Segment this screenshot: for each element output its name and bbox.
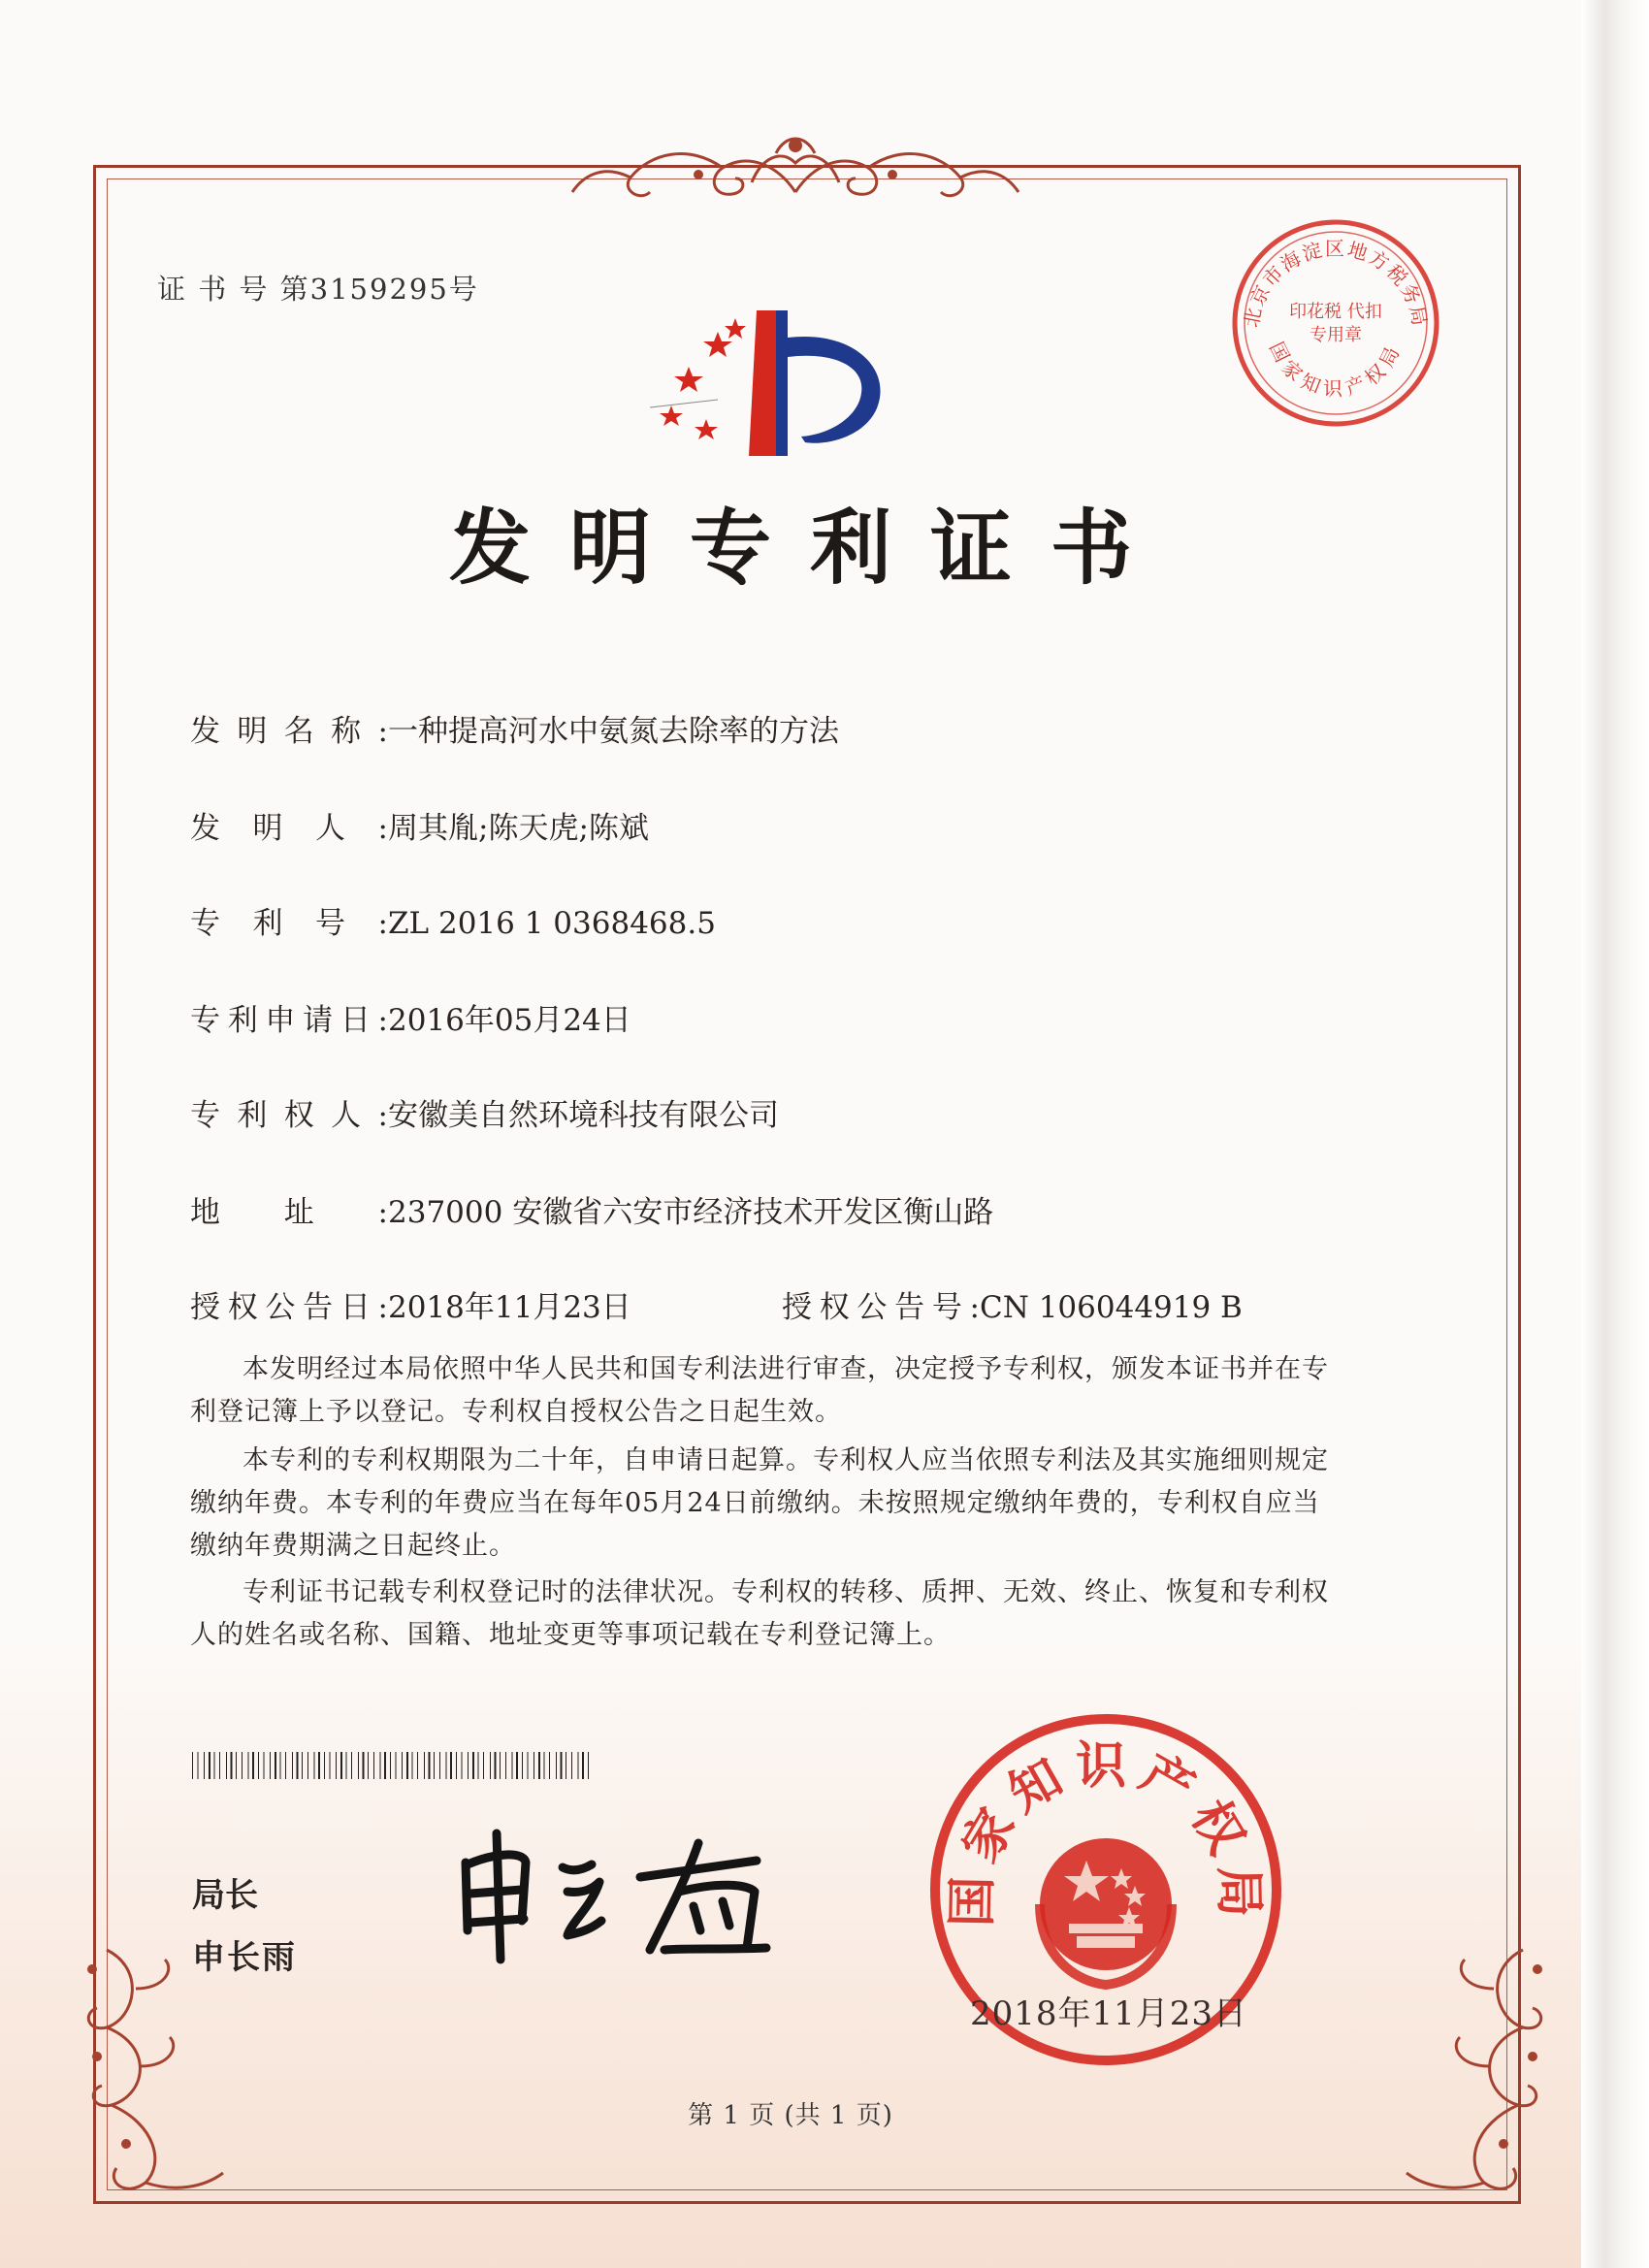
- stamp-bottom-text: 国家知识产权局: [1264, 338, 1407, 401]
- seal-text: 国家知识产权局: [943, 1737, 1269, 1928]
- field-label: 发明名称:: [190, 714, 388, 749]
- page-edge: [1581, 0, 1649, 2268]
- seal-date: 2018年11月23日: [970, 1994, 1248, 2033]
- bottom-right-ornament: [1387, 1930, 1562, 2212]
- field-value: 2016年05月24日: [388, 1003, 631, 1038]
- field-value: 安徽美自然环境科技有限公司: [388, 1098, 779, 1133]
- field-value: 周其胤;陈天虎;陈斌: [388, 811, 649, 846]
- field-value: 一种提高河水中氨氮去除率的方法: [388, 714, 839, 749]
- field-label: 授权公告号:: [782, 1290, 980, 1325]
- top-ornament: [553, 124, 1038, 211]
- field-value: 237000 安徽省六安市经济技术开发区衡山路: [388, 1195, 994, 1230]
- cnipa-logo: [630, 291, 922, 456]
- field-application-date: [190, 995, 631, 1039]
- stamp-ring-text: 北京市海淀区地方税务局: [1239, 237, 1433, 330]
- field-grant-number: [782, 1282, 1243, 1326]
- field-label: 专利权人:: [190, 1098, 388, 1133]
- field-value: CN 106044919 B: [980, 1290, 1243, 1325]
- statement-paragraph-1: 本发明经过本局依照中华人民共和国专利法进行审查，决定授予专利权，颁发本证书并在专利登记簿上予以登记。专利权自授权公告之日起生效。: [190, 1354, 1329, 1427]
- certificate-title: 发明专利证书: [448, 500, 1171, 596]
- tax-stamp: [1224, 211, 1447, 435]
- statement-paragraph-2: 本专利的专利权期限为二十年，自申请日起算。专利权人应当依照专利法及其实施细则规定缴纳年费。本专利的年费应当在每年05月24日前缴纳。未按照规定缴纳年费的，专利权自应当缴纳年费期满之日起终止。: [190, 1445, 1329, 1561]
- field-inventors: [190, 803, 649, 847]
- field-value: 2018年11月23日: [388, 1290, 631, 1325]
- field-label: 授权公告日:: [190, 1290, 388, 1325]
- page-number: 第 1 页 (共 1 页): [688, 2101, 893, 2130]
- field-label: 专利号:: [190, 906, 388, 941]
- director-title: 局长: [192, 1876, 258, 1915]
- certificate-number: 证 书 号 第3159295号: [157, 273, 479, 306]
- barcode: [192, 1752, 592, 1779]
- stamp-center-text: 印花税 代扣专用章: [1289, 302, 1382, 345]
- field-invention-name: [190, 706, 839, 750]
- border-frame-inner: [107, 178, 1507, 2190]
- field-patent-number: [190, 898, 716, 942]
- field-grant-date: [190, 1282, 631, 1326]
- statement-paragraph-3: 专利证书记载专利权登记时的法律状况。专利权的转移、质押、无效、终止、恢复和专利权人的姓名或名称、国籍、地址变更等事项记载在专利登记簿上。: [190, 1577, 1329, 1650]
- field-label: 地址:: [190, 1195, 388, 1230]
- field-patentee: [190, 1090, 779, 1134]
- field-label: 专利申请日:: [190, 1003, 388, 1038]
- field-label: 发明人:: [190, 811, 388, 846]
- director-name: 申长雨: [192, 1938, 297, 1977]
- field-value: ZL 2016 1 0368468.5: [388, 906, 716, 941]
- director-signature: [446, 1824, 795, 1969]
- field-address: [190, 1187, 993, 1231]
